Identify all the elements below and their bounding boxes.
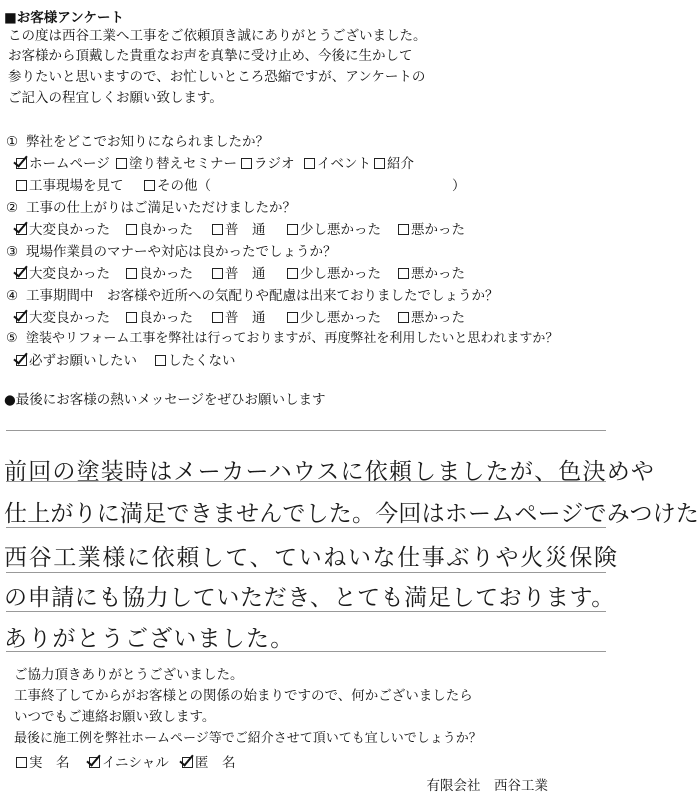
checkbox[interactable] xyxy=(287,312,298,323)
checkbox[interactable] xyxy=(374,158,385,169)
checkbox[interactable] xyxy=(212,224,223,235)
question-5 xyxy=(6,327,558,346)
option-bad[interactable]: 悪かった xyxy=(398,218,465,238)
option-anonymous[interactable]: 匿 名 xyxy=(182,751,236,771)
intro-line: 参りたいと思いますので、お忙しいところ恐縮ですが、アンケートの xyxy=(8,69,426,85)
checkbox-checked[interactable] xyxy=(89,757,100,768)
checkbox[interactable] xyxy=(126,312,137,323)
option-slightly-bad[interactable]: 少し悪かった xyxy=(287,306,381,326)
question-number: ⑤ xyxy=(6,331,18,346)
question-number: ④ xyxy=(6,288,19,304)
checkbox[interactable] xyxy=(155,355,166,366)
option-average[interactable]: 普 通 xyxy=(212,262,266,282)
question-4 xyxy=(6,284,499,304)
checkbox[interactable] xyxy=(398,312,409,323)
checkbox-checked[interactable] xyxy=(16,268,27,279)
page-title: ■お客様アンケート xyxy=(4,10,124,26)
option-good[interactable]: 良かった xyxy=(126,262,193,282)
handwritten-line: ありがとうございました。 xyxy=(4,626,295,652)
question-1 xyxy=(6,130,269,150)
checkbox[interactable] xyxy=(212,312,223,323)
question-number: ③ xyxy=(6,244,19,260)
option-construction-site[interactable]: 工事現場を見て xyxy=(16,174,124,194)
closing-line: いつでもご連絡お願い致します。 xyxy=(14,709,216,725)
option-slightly-bad[interactable]: 少し悪かった xyxy=(287,218,381,238)
question-number: ① xyxy=(6,134,19,150)
handwritten-line: の申請にも協力していただき、とても満足しております。 xyxy=(4,585,615,611)
ruled-line xyxy=(6,572,606,573)
option-homepage[interactable]: ホームページ xyxy=(16,152,110,172)
ruled-line xyxy=(6,611,606,612)
handwritten-line: 仕上がりに満足できませんでした。今回はホームページでみつけた xyxy=(4,501,699,527)
ruled-line xyxy=(6,481,606,482)
intro-line: お客様から頂戴した貴重なお声を真摯に受け止め、今後に生かして xyxy=(8,48,413,64)
option-radio[interactable]: ラジオ xyxy=(241,152,295,172)
option-other[interactable]: その他（ xyxy=(144,174,211,194)
closing-line: 最後に施工例を弊社ホームページ等でご紹介させて頂いても宜しいでしょうか？ xyxy=(14,731,482,746)
option-very-good[interactable]: 大変良かった xyxy=(16,218,110,238)
ruled-line xyxy=(6,651,606,652)
handwritten-line: 前回の塗装時はメーカーハウスに依頼しましたが、色決めや xyxy=(4,459,656,485)
handwritten-line: 西谷工業様に依頼して、ていねいな仕事ぶりや火災保険 xyxy=(4,545,619,571)
option-seminar[interactable]: 塗り替えセミナー xyxy=(116,152,237,172)
option-real-name[interactable]: 実 名 xyxy=(16,751,70,771)
message-heading: ●最後にお客様の熱いメッセージをぜひお願いします xyxy=(4,392,326,408)
checkbox[interactable] xyxy=(398,224,409,235)
question-text: 弊社をどこでお知りになられましたか？ xyxy=(26,134,269,150)
checkbox[interactable] xyxy=(126,224,137,235)
option-definitely[interactable]: 必ずお願いしたい xyxy=(16,349,137,369)
checkbox-checked[interactable] xyxy=(16,312,27,323)
question-text: 工事の仕上がりはご満足いただけましたか？ xyxy=(26,200,296,216)
question-number: ② xyxy=(6,200,19,216)
option-very-good[interactable]: 大変良かった xyxy=(16,306,110,326)
option-initials[interactable]: イニシャル xyxy=(89,751,169,771)
closing-line: ご協力頂きありがとうございました。 xyxy=(14,667,244,683)
checkbox[interactable] xyxy=(116,158,127,169)
question-2 xyxy=(6,196,296,216)
checkbox[interactable] xyxy=(287,224,298,235)
checkbox[interactable] xyxy=(212,268,223,279)
option-very-good[interactable]: 大変良かった xyxy=(16,262,110,282)
option-no[interactable]: したくない xyxy=(155,349,236,369)
checkbox[interactable] xyxy=(287,268,298,279)
checkbox[interactable] xyxy=(144,180,155,191)
checkbox[interactable] xyxy=(241,158,252,169)
option-slightly-bad[interactable]: 少し悪かった xyxy=(287,262,381,282)
option-bad[interactable]: 悪かった xyxy=(398,262,465,282)
option-average[interactable]: 普 通 xyxy=(212,306,266,326)
checkbox[interactable] xyxy=(16,180,27,191)
checkbox-checked[interactable] xyxy=(16,355,27,366)
question-text: 塗装やリフォーム工事を弊社は行っておりますが、再度弊社を利用したいと思われますか？ xyxy=(26,331,559,346)
close-paren: ） xyxy=(452,178,466,194)
checkbox[interactable] xyxy=(126,268,137,279)
question-text: 現場作業員のマナーや対応は良かったでしょうか？ xyxy=(26,244,337,260)
intro-line: ご記入の程宜しくお願い致します。 xyxy=(8,90,223,106)
option-good[interactable]: 良かった xyxy=(126,306,193,326)
checkbox-checked[interactable] xyxy=(182,757,193,768)
question-text: 工事期間中 お客様や近所への気配りや配慮は出来ておりましたでしょうか？ xyxy=(26,288,499,304)
option-average[interactable]: 普 通 xyxy=(212,218,266,238)
option-referral[interactable]: 紹介 xyxy=(374,152,414,172)
option-good[interactable]: 良かった xyxy=(126,218,193,238)
ruled-line xyxy=(6,430,606,431)
ruled-line xyxy=(6,527,606,528)
intro-line: この度は西谷工業へ工事をご依頼頂き誠にありがとうございました。 xyxy=(8,28,427,44)
checkbox[interactable] xyxy=(16,757,27,768)
option-event[interactable]: イベント xyxy=(304,152,371,172)
checkbox[interactable] xyxy=(398,268,409,279)
checkbox-checked[interactable] xyxy=(16,158,27,169)
company-name: 有限会社 西谷工業 xyxy=(426,778,548,794)
option-bad[interactable]: 悪かった xyxy=(398,306,465,326)
question-3 xyxy=(6,240,337,260)
checkbox-checked[interactable] xyxy=(16,224,27,235)
checkbox[interactable] xyxy=(304,158,315,169)
closing-line: 工事終了してからがお客様との関係の始まりですので、何かございましたら xyxy=(14,688,473,704)
